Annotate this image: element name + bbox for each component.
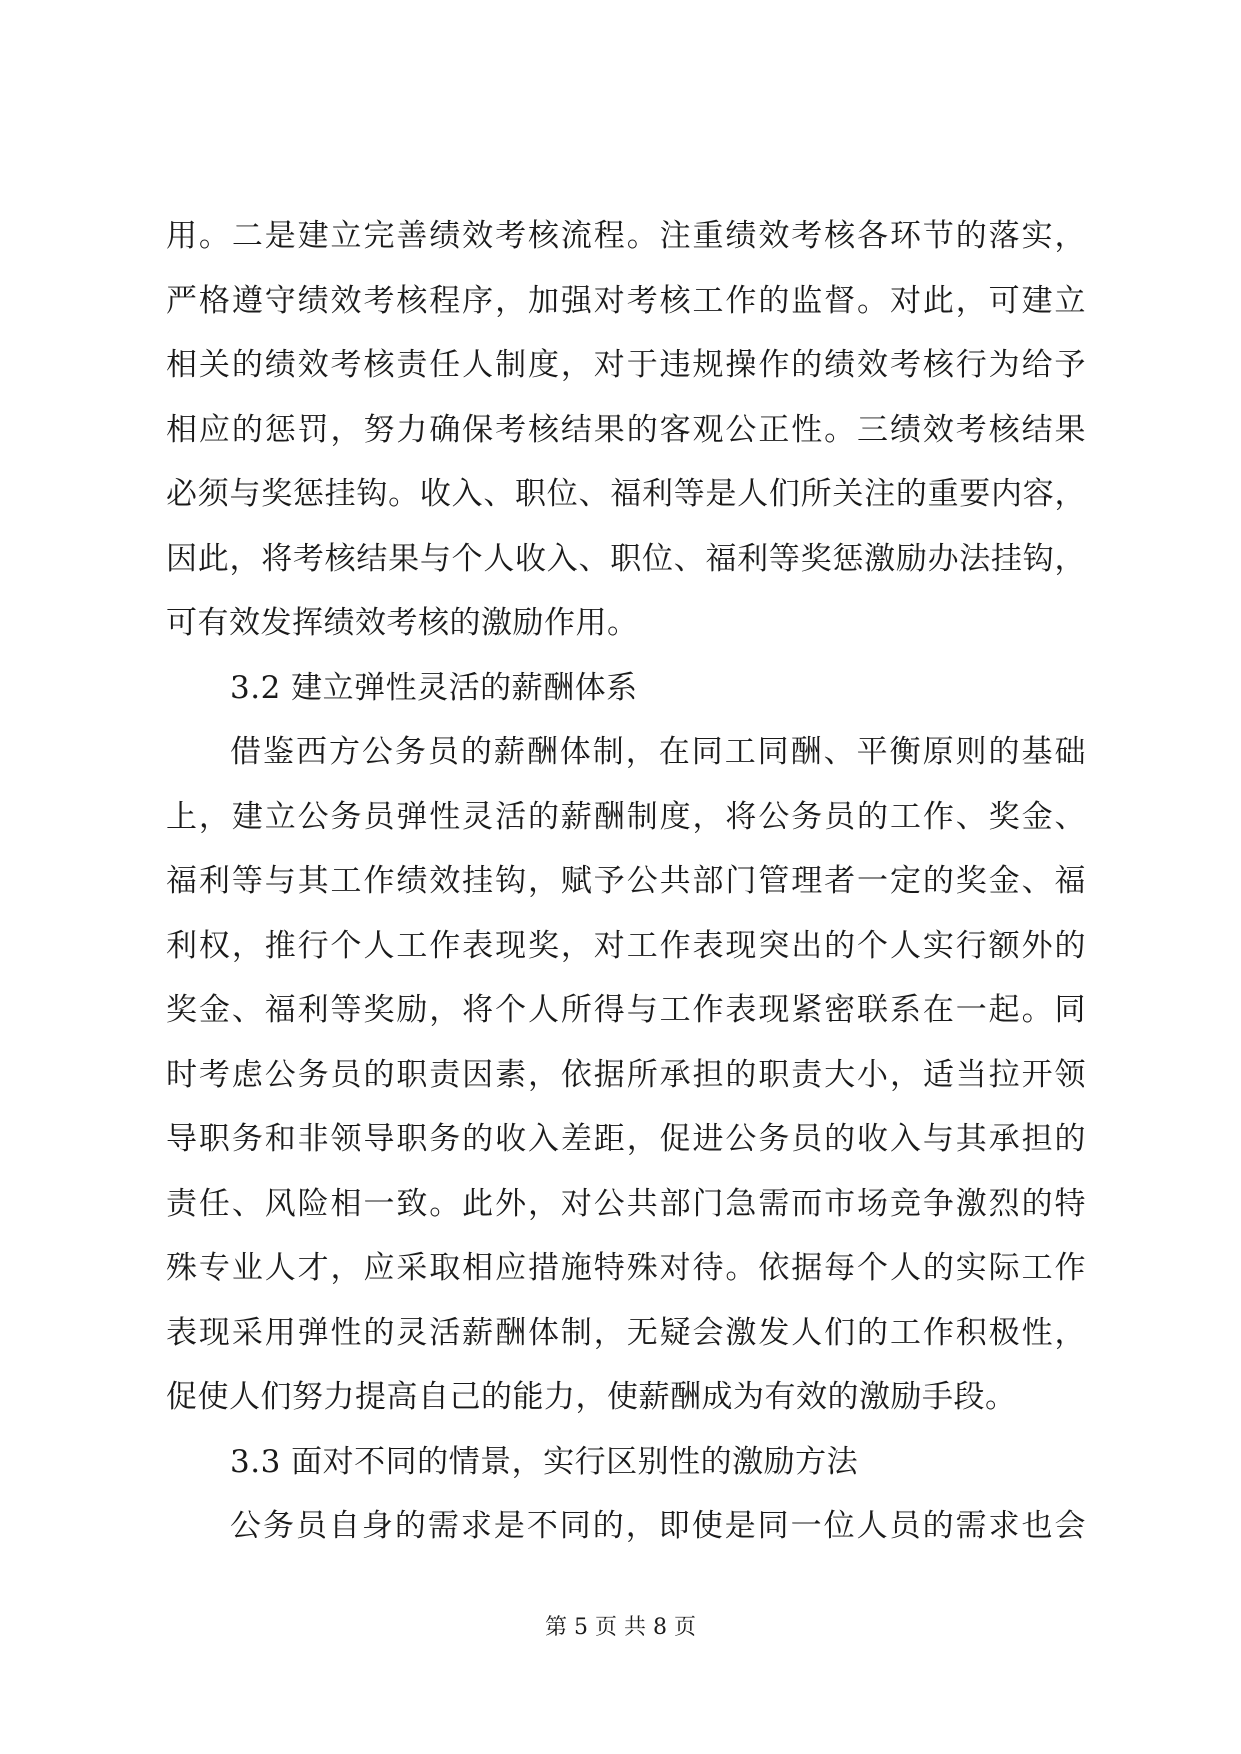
text-line: 时考虑公务员的职责因素，依据所承担的职责大小，适当拉开领 (166, 1056, 1086, 1093)
paragraph-performance-appraisal (166, 204, 1086, 656)
text-line: 相应的惩罚，努力确保考核结果的客观公正性。三绩效考核结果 (166, 411, 1086, 448)
text-line: 导职务和非领导职务的收入差距，促进公务员的收入与其承担的 (166, 1121, 1086, 1157)
text-line: 用。二是建立完善绩效考核流程。注重绩效考核各环节的落实， (166, 218, 1086, 254)
text-line: 殊专业人才，应采取相应措施特殊对待。依据每个人的实际工作 (166, 1250, 1086, 1286)
section-heading-3-3: 3.3 面对不同的情景，实行区别性的激励方法 (230, 1443, 859, 1480)
paragraph-flexible-salary (166, 720, 1086, 1430)
text-line: 上，建立公务员弹性灵活的薪酬制度，将公务员的工作、奖金、 (166, 798, 1086, 835)
text-line: 借鉴西方公务员的薪酬体制，在同工同酬、平衡原则的基础 (230, 734, 1086, 770)
text-line: 公务员自身的需求是不同的，即使是同一位人员的需求也会 (230, 1508, 1086, 1544)
text-line: 相关的绩效考核责任人制度，对于违规操作的绩效考核行为给予 (166, 347, 1086, 383)
text-line: 必须与奖惩挂钩。收入、职位、福利等是人们所关注的重要内容， (166, 476, 1086, 512)
text-line: 因此，将考核结果与个人收入、职位、福利等奖惩激励办法挂钩， (166, 540, 1086, 577)
text-line: 促使人们努力提高自己的能力，使薪酬成为有效的激励手段。 (166, 1379, 1017, 1415)
text-line: 严格遵守绩效考核程序，加强对考核工作的监督。对此，可建立 (166, 282, 1086, 319)
document-body (166, 204, 1086, 1559)
section-heading-3-2: 3.2 建立弹性灵活的薪酬体系 (230, 669, 638, 706)
paragraph-differentiated-incentives (166, 1494, 1086, 1559)
text-line: 表现采用弹性的灵活薪酬体制，无疑会激发人们的工作积极性， (166, 1314, 1086, 1351)
text-line: 责任、风险相一致。此外，对公共部门急需而市场竞争激烈的特 (166, 1185, 1086, 1222)
text-line: 福利等与其工作绩效挂钩，赋予公共部门管理者一定的奖金、福 (166, 863, 1086, 899)
text-line: 利权，推行个人工作表现奖，对工作表现突出的个人实行额外的 (166, 927, 1086, 964)
text-line: 可有效发挥绩效考核的激励作用。 (166, 605, 639, 641)
text-line: 奖金、福利等奖励，将个人所得与工作表现紧密联系在一起。同 (166, 992, 1086, 1028)
page-footer-number: 第 5 页 共 8 页 (545, 1615, 696, 1640)
